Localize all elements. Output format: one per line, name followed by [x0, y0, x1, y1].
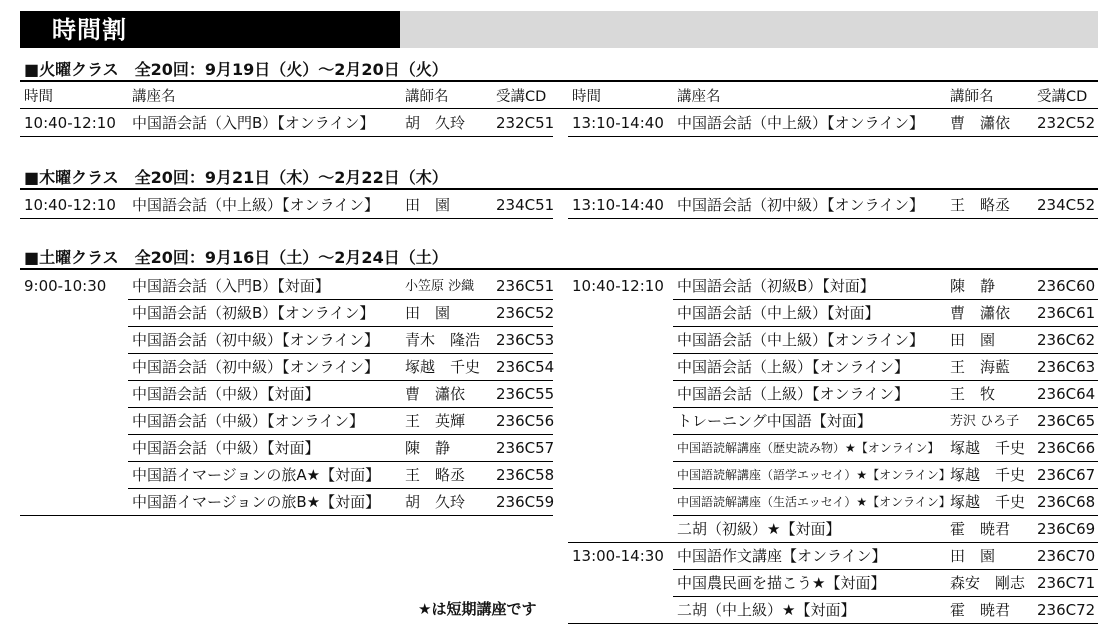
- row-teacher: 王 英輝: [405, 412, 466, 430]
- row-course: 中国語会話（初級B）【対面】: [677, 277, 875, 295]
- table-row: [0, 489, 1118, 516]
- header-teacher-left: 講師名: [405, 89, 449, 105]
- row-code: 236C63: [1037, 358, 1096, 376]
- row-code: 234C52: [1037, 196, 1096, 214]
- row-code: 236C61: [1037, 304, 1096, 322]
- table-row: [0, 110, 1118, 137]
- row-code: 236C65: [1037, 412, 1096, 430]
- row-teacher: 陳 静: [405, 439, 451, 457]
- row-course: 中国語読解講座（語学エッセイ）★【オンライン】: [677, 468, 951, 482]
- row-code: 236C56: [496, 412, 555, 430]
- saturday-heading: ■土曜クラス 全20回：9月16日（土）～2月24日（土）: [24, 248, 448, 267]
- row-code: 236C66: [1037, 439, 1096, 457]
- row-time: 13:10-14:40: [572, 114, 664, 132]
- header-course-left: 講座名: [132, 89, 176, 105]
- row-teacher: 小笠原 沙織: [405, 279, 475, 294]
- row-course: 中国語読解講座（生活エッセイ）★【オンライン】: [677, 495, 951, 509]
- table-row: [0, 354, 1118, 381]
- row-time: 13:00-14:30: [572, 547, 664, 565]
- row-teacher: 霍 暁君: [950, 520, 1011, 538]
- row-course: 中国語イマージョンの旅A★【対面】: [132, 466, 381, 484]
- header-course-right: 講座名: [677, 89, 721, 105]
- page-title: 時間割: [52, 16, 127, 44]
- row-code: 236C53: [496, 331, 555, 349]
- row-course: 中国語会話（中級）【オンライン】: [132, 412, 365, 430]
- row-divider: [568, 623, 1098, 624]
- row-code: 236C55: [496, 385, 555, 403]
- row-teacher: 陳 静: [950, 277, 996, 295]
- row-course: 中国語会話（初中級）【オンライン】: [677, 196, 925, 214]
- row-code: 236C67: [1037, 466, 1096, 484]
- row-code: 236C69: [1037, 520, 1096, 538]
- table-row: [0, 273, 1118, 300]
- row-teacher: 王 略丞: [405, 466, 466, 484]
- row-course: 中国語会話（中級）【対面】: [132, 385, 320, 403]
- header-teacher-right: 講師名: [950, 89, 994, 105]
- row-teacher: 曹 瀟依: [950, 114, 1011, 132]
- table-row: [0, 381, 1118, 408]
- row-code: 236C60: [1037, 277, 1096, 295]
- row-course: 中国語会話（初中級）【オンライン】: [132, 331, 380, 349]
- row-teacher: 塚越 千史: [950, 439, 1026, 457]
- row-course: 中国語会話（初級B）【オンライン】: [132, 304, 375, 322]
- row-code: 236C71: [1037, 574, 1096, 592]
- row-teacher: 霍 暁君: [950, 601, 1011, 619]
- row-course: 中国語会話（上級）【オンライン】: [677, 358, 910, 376]
- row-teacher: 王 牧: [950, 385, 996, 403]
- row-code: 232C51: [496, 114, 555, 132]
- row-code: 236C62: [1037, 331, 1096, 349]
- row-teacher: 田 園: [405, 304, 451, 322]
- table-row: [0, 516, 1118, 543]
- row-course: 中国語イマージョンの旅B★【対面】: [132, 493, 381, 511]
- header-code-left: 受講CD: [496, 89, 547, 105]
- row-course: 中国語会話（中上級）【オンライン】: [132, 196, 380, 214]
- header-code-right: 受講CD: [1037, 89, 1088, 105]
- row-code: 232C52: [1037, 114, 1096, 132]
- table-row: [0, 543, 1118, 570]
- header-time-left: 時間: [24, 89, 53, 105]
- row-teacher: 塚越 千史: [405, 358, 481, 376]
- thursday-heading: ■木曜クラス 全20回：9月21日（木）～2月22日（木）: [24, 168, 448, 187]
- row-course: 中国語会話（入門B）【対面】: [132, 277, 330, 295]
- row-teacher: 塚越 千史: [950, 466, 1026, 484]
- row-code: 236C52: [496, 304, 555, 322]
- row-code: 236C64: [1037, 385, 1096, 403]
- saturday-rule: [20, 268, 1098, 270]
- row-course: 二胡（初級）★【対面】: [677, 520, 841, 538]
- row-divider: [568, 136, 1098, 137]
- table-row: [0, 597, 1118, 624]
- title-bar-fill: [400, 11, 1098, 48]
- row-teacher: 曹 瀟依: [950, 304, 1011, 322]
- row-divider: [568, 218, 1098, 219]
- row-course: 中国語作文講座【オンライン】: [677, 547, 887, 565]
- row-code: 236C51: [496, 277, 555, 295]
- row-time: 10:40-12:10: [24, 114, 116, 132]
- short-course-note: ★は短期講座です: [418, 600, 537, 618]
- row-teacher: 塚越 千史: [950, 493, 1026, 511]
- row-teacher: 田 園: [405, 196, 451, 214]
- row-teacher: 胡 久玲: [405, 493, 466, 511]
- tuesday-heading: ■火曜クラス 全20回：9月19日（火）～2月20日（火）: [24, 60, 448, 79]
- tuesday-rule: [20, 80, 1098, 82]
- row-course: 中国語会話（中級）【対面】: [132, 439, 320, 457]
- row-course: 中国語会話（上級）【オンライン】: [677, 385, 910, 403]
- table-row: [0, 570, 1118, 597]
- row-time: 13:10-14:40: [572, 196, 664, 214]
- row-course: 中国語会話（中上級）【オンライン】: [677, 114, 925, 132]
- row-course: 中国語会話（中上級）【オンライン】: [677, 331, 925, 349]
- row-teacher: 田 園: [950, 331, 996, 349]
- row-teacher: 森安 剛志: [950, 574, 1026, 592]
- row-course: 二胡（中上級）★【対面】: [677, 601, 856, 619]
- row-code: 236C72: [1037, 601, 1096, 619]
- table-row: [0, 435, 1118, 462]
- row-course: 中国語会話（初中級）【オンライン】: [132, 358, 380, 376]
- row-code: 236C70: [1037, 547, 1096, 565]
- row-course: トレーニング中国語【対面】: [677, 412, 872, 430]
- row-teacher: 胡 久玲: [405, 114, 466, 132]
- row-code: 236C59: [496, 493, 555, 511]
- row-course: 中国語会話（中上級）【対面】: [677, 304, 880, 322]
- row-teacher: 青木 隆浩: [405, 331, 481, 349]
- row-code: 236C68: [1037, 493, 1096, 511]
- row-course: 中国語読解講座（歴史読み物）★【オンライン】: [677, 441, 940, 455]
- row-teacher: 王 略丞: [950, 196, 1011, 214]
- row-time: 9:00-10:30: [24, 277, 107, 295]
- thursday-rule: [20, 188, 1098, 190]
- row-course: 中国語会話（入門B）【オンライン】: [132, 114, 375, 132]
- row-code: 236C54: [496, 358, 555, 376]
- row-time: 10:40-12:10: [24, 196, 116, 214]
- table-row: [0, 327, 1118, 354]
- row-course: 中国農民画を描こう★【対面】: [677, 574, 886, 592]
- row-teacher: 曹 瀟依: [405, 385, 466, 403]
- header-underline: [20, 108, 1098, 109]
- table-row: [0, 192, 1118, 219]
- row-code: 234C51: [496, 196, 555, 214]
- row-code: 236C57: [496, 439, 555, 457]
- row-teacher: 王 海藍: [950, 358, 1011, 376]
- table-row: [0, 408, 1118, 435]
- row-code: 236C58: [496, 466, 555, 484]
- row-teacher: 田 園: [950, 547, 996, 565]
- row-teacher: 芳沢 ひろ子: [950, 414, 1020, 429]
- table-row: [0, 462, 1118, 489]
- row-time: 10:40-12:10: [572, 277, 664, 295]
- header-time-right: 時間: [572, 89, 601, 105]
- table-row: [0, 300, 1118, 327]
